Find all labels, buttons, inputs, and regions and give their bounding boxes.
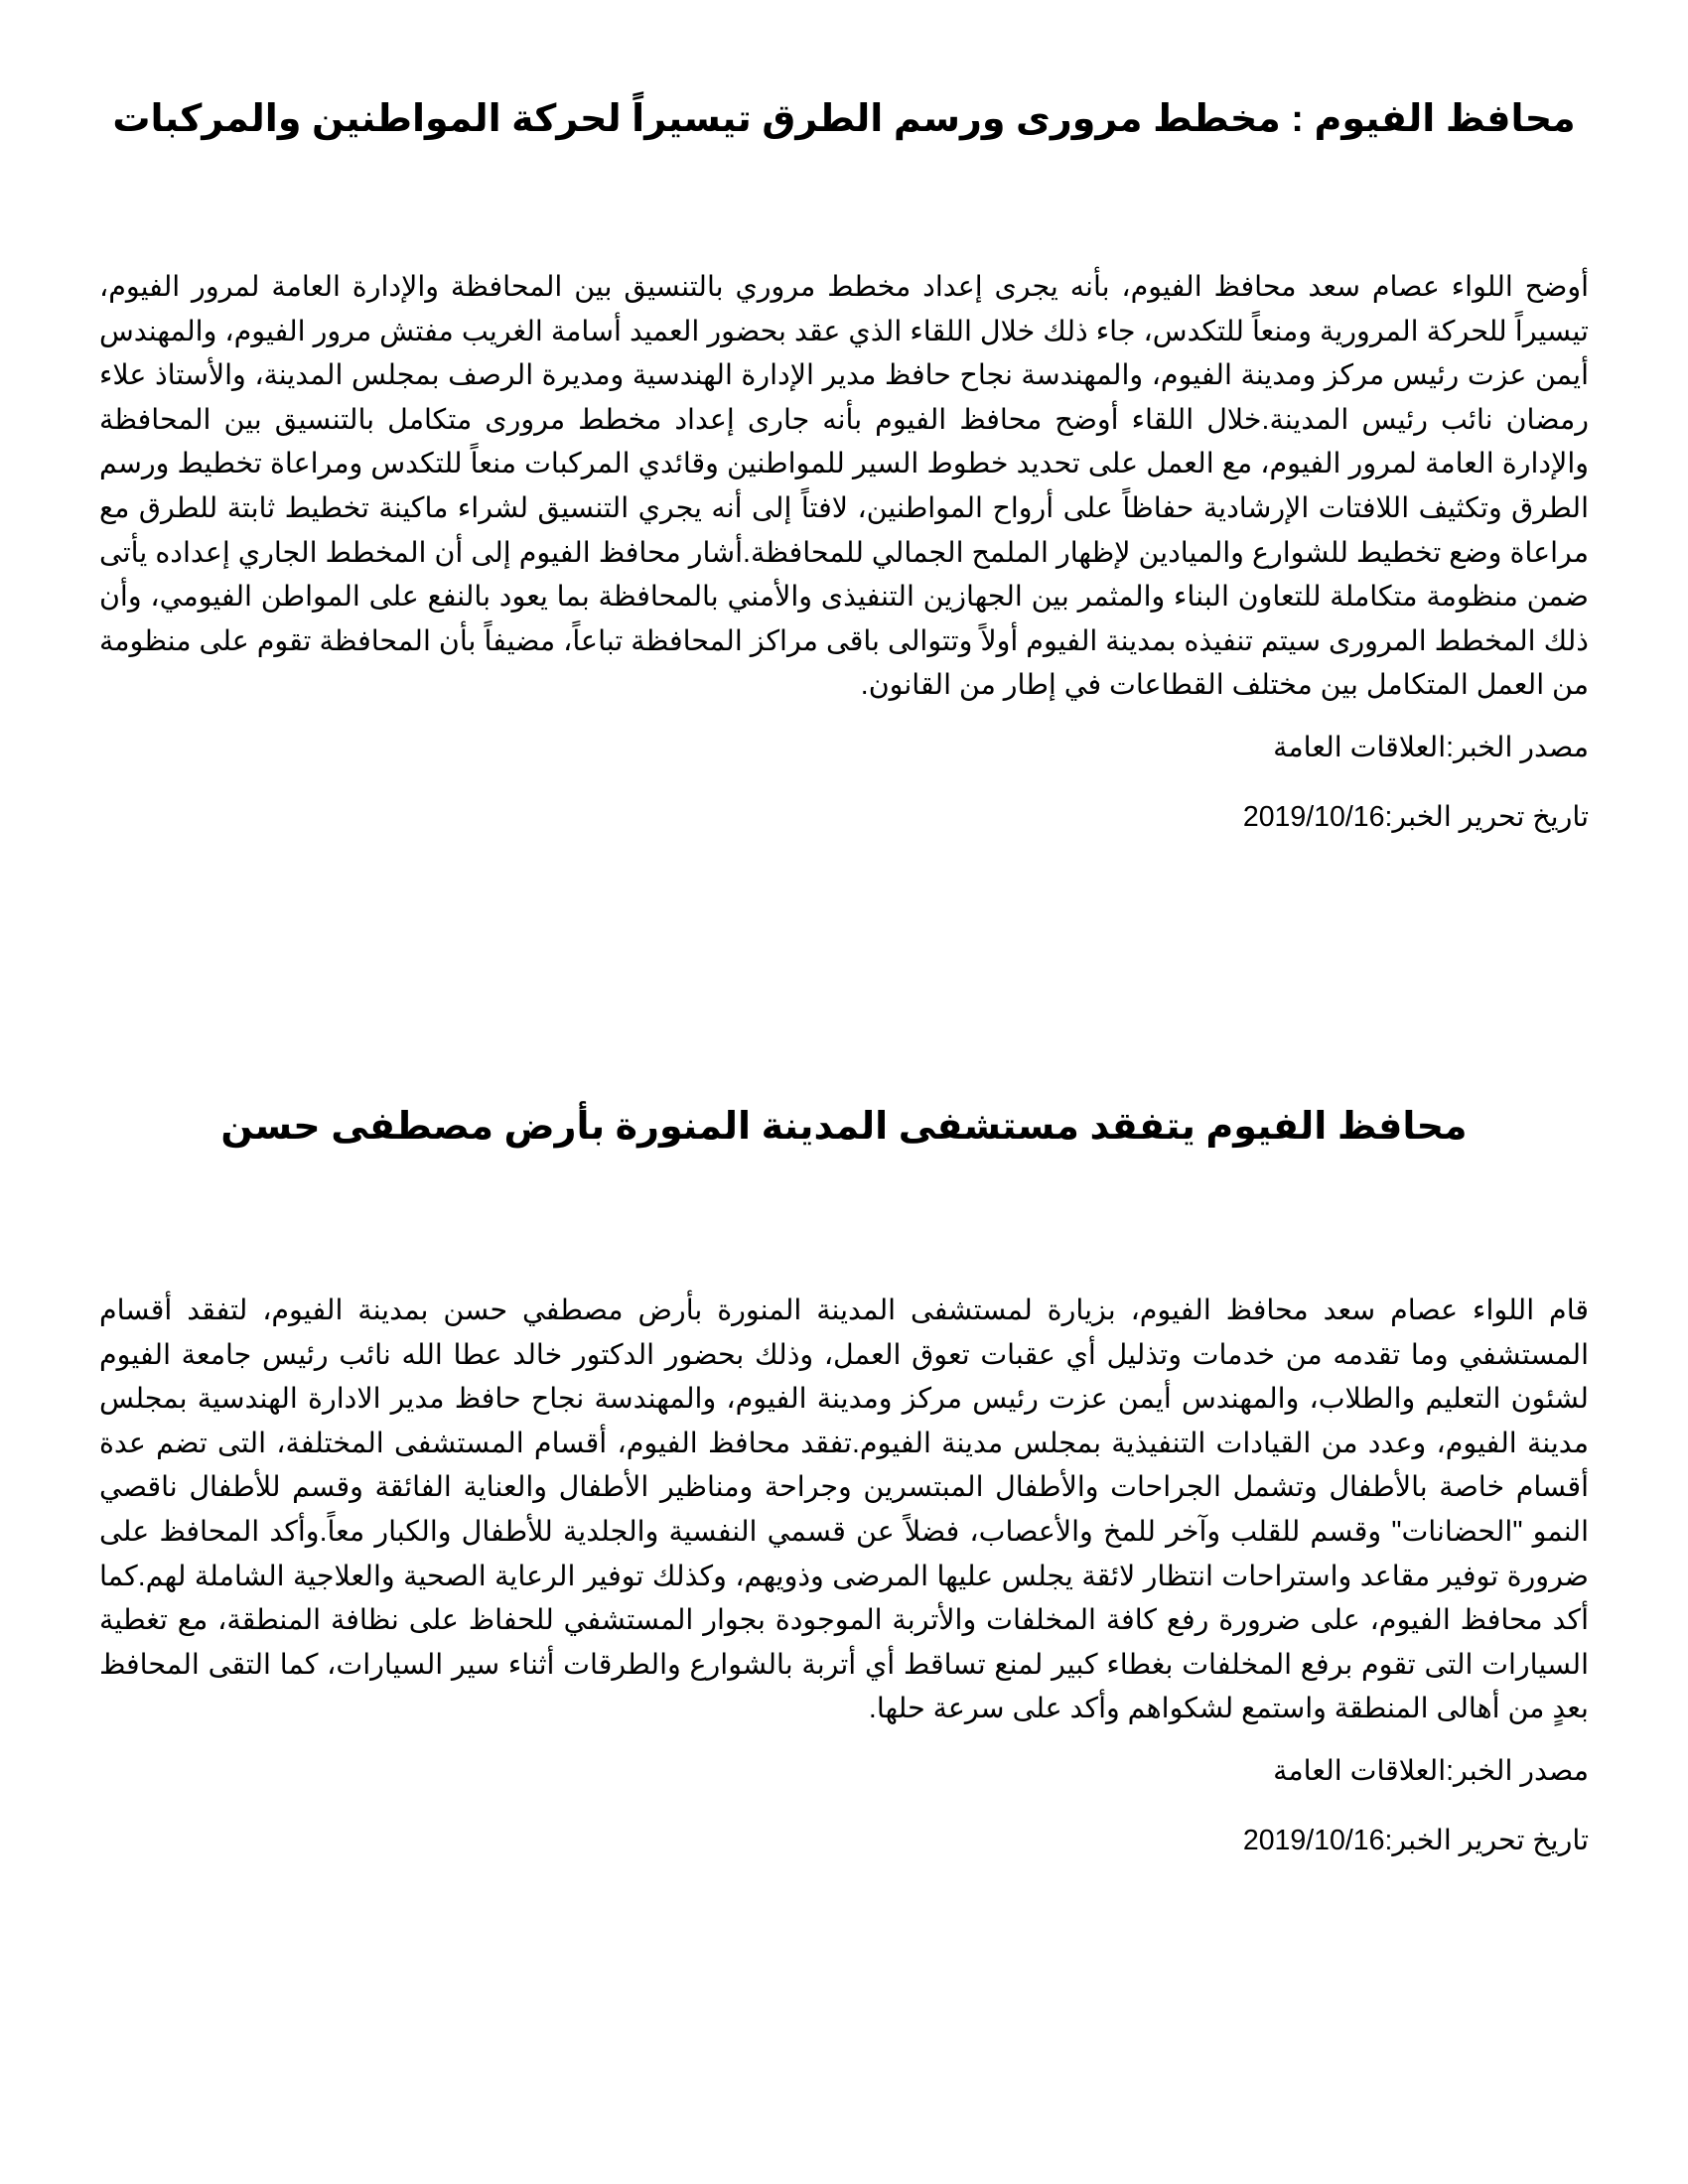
article-body: أوضح اللواء عصام سعد محافظ الفيوم، بأنه يجرى إعداد مخطط مروري بالتنسيق بين المحافظة والإدارة العامة لمرور الفيوم، تيسيراً للحركة المرورية ومنعاً للتكدس، جاء ذلك خلال اللقاء الذي عقد بحضور العميد أسامة الغريب مفتش مرور الفيوم، والمهندس أيمن عزت رئيس مركز ومدينة الفيوم، والمهندسة نجاح حافظ مدير الإدارة الهندسية ومديرة الرصف بمجلس المدينة، والأستاذ علاء رمضان نائب رئيس المدينة.خلال اللقاء أوضح محافظ الفيوم بأنه جارى إعداد مخطط مرورى متكامل بالتنسيق بين المحافظة والإدارة العامة لمرور الفيوم، مع العمل على تحديد خطوط السير للمواطنين وقائدي المركبات منعاً للتكدس ومراعاة تخطيط ورسم الطرق وتكثيف اللافتات الإرشادية حفاظاً على أرواح المواطنين، لافتاً إلى أنه يجري التنسيق لشراء ماكينة تخطيط ثابتة للطرق مع مراعاة وضع تخطيط للشوارع والميادين لإظهار الملمح الجمالي للمحافظة.أشار محافظ الفيوم إلى أن المخطط الجاري إعداده يأتى ضمن منظومة متكاملة للتعاون البناء والمثمر بين الجهازين التنفيذى والأمني بالمحافظة بما يعود بالنفع على المواطن الفيومي، وأن ذلك المخطط المرورى سيتم تنفيذه بمدينة الفيوم أولاً وتتوالى باقى مراكز المحافظة تباعاً، مضيفاً بأن المحافظة تقوم على منظومة من العمل المتكامل بين مختلف القطاعات في إطار من القانون.	[99, 271, 1589, 702]
news-article	[99, 1102, 1589, 1860]
date-label: تاريخ تحرير الخبر:	[1384, 1824, 1589, 1856]
date-label: تاريخ تحرير الخبر:	[1384, 800, 1589, 833]
source-value: العلاقات العامة	[1273, 1754, 1447, 1787]
article-source	[99, 1751, 1589, 1791]
document-page	[99, 0, 1589, 2184]
date-value: 2019/10/16	[1242, 1824, 1385, 1856]
date-value: 2019/10/16	[1242, 800, 1385, 833]
article-body: قام اللواء عصام سعد محافظ الفيوم، بزيارة لمستشفى المدينة المنورة بأرض مصطفي حسن بمدينة الفيوم، لتفقد أقسام المستشفي وما تقدمه من خدمات وتذليل أي عقبات تعوق العمل، وذلك بحضور الدكتور خالد عطا الله نائب رئيس جامعة الفيوم لشئون التعليم والطلاب، والمهندس أيمن عزت رئيس مركز ومدينة الفيوم، والمهندسة نجاح حافظ مدير الادارة الهندسية بمجلس مدينة الفيوم، وعدد من القيادات التنفيذية بمجلس مدينة الفيوم.تفقد محافظ الفيوم، أقسام المستشفى المختلفة، التى تضم عدة أقسام خاصة بالأطفال وتشمل الجراحات والأطفال المبتسرين وجراحة ومناظير الأطفال والعناية الفائقة وقسم للأطفال ناقصي النمو "الحضانات" وقسم للقلب وآخر للمخ والأعصاب، فضلاً عن قسمي النفسية والجلدية للأطفال والكبار معاً.وأكد المحافظ على ضرورة توفير مقاعد واستراحات انتظار لائقة يجلس عليها المرضى وذويهم، وكذلك توفير الرعاية الصحية والعلاجية الشاملة لهم.كما أكد محافظ الفيوم، على ضرورة رفع كافة المخلفات والأتربة الموجودة بجوار المستشفي للحفاظ على نظافة المنطقة، مع تغطية السيارات التى تقوم برفع المخلفات بغطاء كبير لمنع تساقط أي أتربة بالشوارع والطرقات أثناء سير السيارات، كما التقى المحافظ بعدٍ من أهالى المنطقة واستمع لشكواهم وأكد على سرعة حلها.	[99, 1295, 1589, 1725]
source-label: مصدر الخبر:	[1446, 1754, 1589, 1787]
source-label: مصدر الخبر:	[1446, 731, 1589, 763]
article-date	[99, 1821, 1589, 1860]
article-headline: محافظ الفيوم يتفقد مستشفى المدينة المنورة بأرض مصطفى حسن	[220, 1106, 1468, 1148]
news-article	[99, 94, 1589, 837]
article-headline: محافظ الفيوم : مخطط مرورى ورسم الطرق تيسيراً لحركة المواطنين والمركبات	[112, 98, 1576, 140]
article-source	[99, 728, 1589, 767]
article-date	[99, 797, 1589, 837]
source-value: العلاقات العامة	[1273, 731, 1447, 763]
